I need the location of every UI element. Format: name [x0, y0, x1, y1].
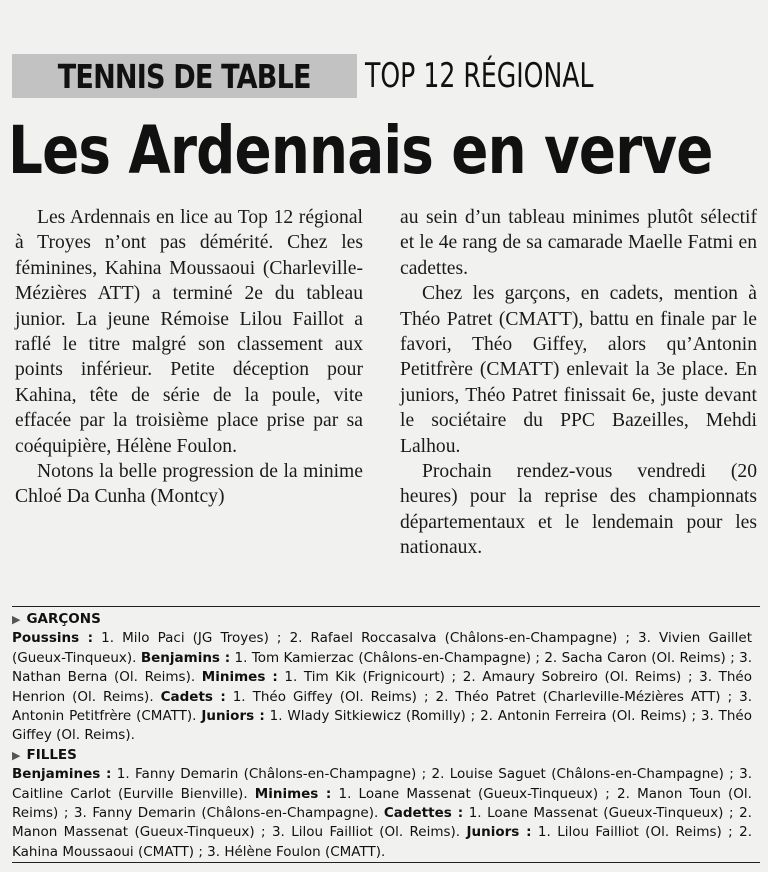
category-label: Benjamines : — [12, 766, 112, 783]
results-header-filles — [12, 746, 752, 765]
category-results: 1. Loane Massenat (Gueux-Tinqueux) ; 2. Manon Toun (Ol. Reims) ; 3. Fanny Demarin (Châlons-en-Champagne). — [12, 785, 752, 822]
results-box — [12, 610, 752, 862]
divider-top — [12, 606, 760, 607]
results-filles — [12, 765, 752, 862]
category-label: Cadets : — [160, 688, 226, 705]
paragraph: au sein d’un tableau minimes plutôt sélectif et le 4e rang de sa camarade Maelle Fatmi en cadettes. — [400, 207, 757, 279]
article-column-2 — [400, 205, 757, 561]
divider-bottom — [12, 862, 760, 863]
category-results: 1. Lilou Failliot (Ol. Reims) ; 2. Kahina Moussaoui (CMATT) ; 3. Hélène Foulon (CMATT). — [12, 824, 752, 860]
triangle-icon: ▶ — [12, 613, 21, 626]
category-label: Benjamins : — [140, 649, 231, 666]
article-column-1 — [15, 205, 363, 510]
category-label: Poussins : — [12, 630, 94, 647]
section-label: TENNIS DE TABLE — [58, 56, 311, 96]
category-label: Minimes : — [254, 785, 332, 802]
paragraph: Les Ardennais en lice au Top 12 régional à Troyes n’ont pas démérité. Chez les féminines, Kahina Moussaoui (Charleville-Mézières ATT) a terminé 2e du tableau junior. La jeune Rémoise Lilou Faillot a raflé le titre malgré son classement aux points inférieur. Petite déception pour Kahina, tête de série de la poule, vite effacée par la troisième place prise par sa coéquipière, Hélène Foulon. — [15, 207, 363, 457]
results-header-label: GARÇONS — [26, 611, 101, 627]
category-results: 1. Tim Kik (Frignicourt) ; 2. Amaury Sobreiro (Ol. Reims) ; 3. Théo Henrion (Ol. Reims). — [12, 669, 752, 705]
category-label: Juniors : — [466, 824, 532, 841]
category-label: Cadettes : — [383, 805, 464, 822]
results-header-garcons — [12, 610, 752, 629]
category-label: Minimes : — [201, 669, 278, 686]
paragraph: Chez les garçons, en cadets, mention à Théo Patret (CMATT), battu en finale par le favori, Théo Giffey, alors qu’Antonin Petitfrère (CMATT) enlevait la 3e place. En juniors, Théo Patret finissait 6e, juste devant le sociétaire du PPC Bazeilles, Mehdi Lalhou. — [400, 283, 757, 457]
category-results: 1. Loane Massenat (Gueux-Tinqueux) ; 2. Manon Massenat (Gueux-Tinqueux) ; 3. Lilou Failliot (Ol. Reims). — [12, 805, 752, 841]
category-results: 1. Milo Paci (JG Troyes) ; 2. Rafael Roccasalva (Châlons-en-Champagne) ; 3. Vivien Gaillet (Gueux-Tinqueux). — [12, 630, 752, 666]
results-header-label: FILLES — [26, 746, 77, 763]
paragraph: Notons la belle progression de la minime Chloé Da Cunha (Montcy) — [15, 461, 363, 508]
category-results: 1. Wlady Sitkiewicz (Romilly) ; 2. Antonin Ferreira (Ol. Reims) ; 3. Théo Giffey (Ol. Reims). — [12, 708, 752, 744]
category-label: Juniors : — [201, 708, 265, 725]
section-sublabel: TOP 12 RÉGIONAL — [365, 56, 594, 96]
section-label-box — [12, 54, 357, 98]
kicker — [12, 52, 674, 100]
category-results: 1. Fanny Demarin (Châlons-en-Champagne) ; 2. Louise Saguet (Châlons-en-Champagne) ; 3. Caitline Carlot (Eurville Bienville). — [12, 766, 752, 802]
category-results: 1. Théo Giffey (Ol. Reims) ; 2. Théo Patret (Charleville-Mézières ATT) ; 3. Antonin Petitfrère (CMATT). — [12, 688, 752, 725]
paragraph: Prochain rendez-vous vendredi (20 heures) pour la reprise des championnats départementaux et le lendemain pour les nationaux. — [400, 461, 757, 559]
triangle-icon: ▶ — [12, 748, 21, 762]
headline: Les Ardennais en verve — [8, 112, 713, 189]
results-garcons — [12, 629, 752, 745]
category-results: 1. Tom Kamierzac (Châlons-en-Champagne) ; 2. Sacha Caron (Ol. Reims) ; 3. Nathan Berna (Ol. Reims). — [12, 649, 752, 686]
